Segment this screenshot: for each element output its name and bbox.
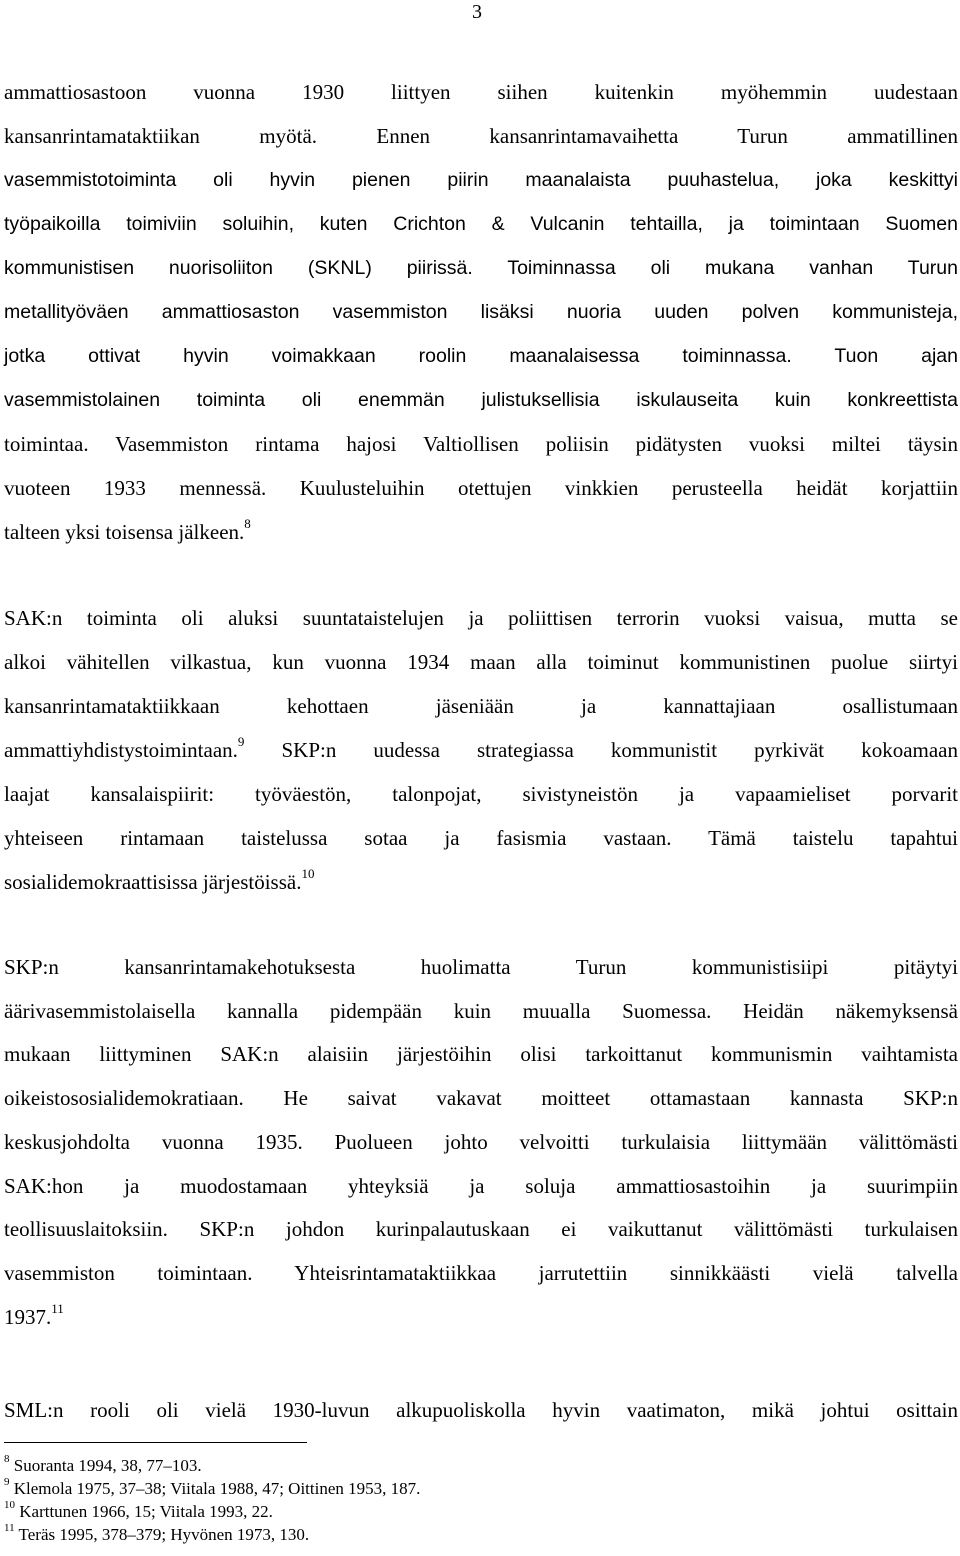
text-line bbox=[4, 728, 958, 772]
text-fragment: talteen yksi toisensa jälkeen. bbox=[4, 520, 245, 544]
page-number: 3 bbox=[472, 1, 482, 23]
text-line: jotka ottivat hyvin voimakkaan roolin maanalaisessa toiminnassa. Tuon ajan bbox=[4, 345, 958, 367]
text-line: SKP:n kansanrintamakehotuksesta huolimatta Turun kommunistisiipi pitäytyi bbox=[4, 955, 958, 979]
text-line: alkoi vähitellen vilkastua, kun vuonna 1934 maan alla toiminut kommunistinen puolue siirtyi bbox=[4, 650, 958, 674]
text-line bbox=[4, 510, 958, 554]
text-line: SAK:hon ja muodostamaan yhteyksiä ja soluja ammattiosastoihin ja suurimpiin bbox=[4, 1173, 958, 1198]
paragraph-4 bbox=[4, 1388, 958, 1432]
footnote bbox=[4, 1523, 904, 1546]
footnote-number: 11 bbox=[4, 1522, 15, 1535]
text-fragment: 1937. bbox=[4, 1304, 52, 1329]
text-line: mukaan liittyminen SAK:n alaisiin järjestöihin olisi tarkoittanut kommunismin vaihtamista bbox=[4, 1042, 958, 1067]
text-line: toimintaa. Vasemmiston rintama hajosi Valtiollisen poliisin pidätysten vuoksi miltei täysin bbox=[4, 432, 958, 456]
footnote-ref: 11 bbox=[51, 1300, 64, 1316]
text-line: metallityöväen ammattiosaston vasemmiston lisäksi nuoria uuden polven kommunisteja, bbox=[4, 301, 958, 323]
text-line: työpaikoilla toimiviin soluihin, kuten Crichton & Vulcanin tehtailla, ja toimintaan Suomen bbox=[4, 213, 958, 235]
text-fragment: ammattiyhdistystoimintaan. bbox=[4, 738, 238, 762]
text-line: kansanrintamataktiikan myötä. Ennen kansanrintamavaihetta Turun ammatillinen bbox=[4, 124, 958, 148]
paragraph-2 bbox=[4, 596, 958, 904]
text-line: kommunistisen nuorisoliiton (SKNL) piirissä. Toiminnassa oli mukana vanhan Turun bbox=[4, 257, 958, 279]
footnote bbox=[4, 1454, 904, 1477]
text-fragment: sosialidemokraattisissa järjestöissä. bbox=[4, 870, 302, 894]
text-line: yhteiseen rintamaan taistelussa sotaa ja fasismia vastaan. Tämä taistelu tapahtui bbox=[4, 826, 958, 850]
text-line: SAK:n toiminta oli aluksi suuntataistelujen ja poliittisen terrorin vuoksi vaisua, mutta se bbox=[4, 606, 958, 630]
text-line: oikeistososialidemokratiaan. He saivat vakavat moitteet ottamastaan kannasta SKP:n bbox=[4, 1086, 958, 1111]
text-fragment: SKP:n uudessa strategiassa kommunistit pyrkivät kokoamaan bbox=[244, 738, 958, 762]
paragraph-1 bbox=[4, 70, 958, 554]
footnote-ref: 9 bbox=[237, 734, 245, 749]
text-line: äärivasemmistolaisella kannalla pidempään kuin muualla Suomessa. Heidän näkemyksensä bbox=[4, 998, 958, 1023]
footnote-text: Klemola 1975, 37–38; Viitala 1988, 47; Oittinen 1953, 187. bbox=[9, 1479, 421, 1498]
text-line: vasemmistotoiminta oli hyvin pienen piirin maanalaista puuhastelua, joka keskittyi bbox=[4, 169, 958, 191]
text-line: SML:n rooli oli vielä 1930-luvun alkupuoliskolla hyvin vaatimaton, mikä johtui osittain bbox=[4, 1398, 958, 1422]
footnote-ref: 10 bbox=[301, 866, 315, 881]
text-line: teollisuuslaitoksiin. SKP:n johdon kurinpalautuskaan ei vaikuttanut välittömästi turkulaisen bbox=[4, 1217, 958, 1242]
footnotes bbox=[4, 1454, 904, 1546]
text-line: vuoteen 1933 mennessä. Kuulusteluihin otettujen vinkkien perusteella heidät korjattiin bbox=[4, 476, 958, 500]
text-line: keskusjohdolta vuonna 1935. Puolueen johto velvoitti turkulaisia liittymään välittömästi bbox=[4, 1129, 958, 1154]
footnote-text: Karttunen 1966, 15; Viitala 1993, 22. bbox=[15, 1502, 273, 1521]
footnote-ref: 8 bbox=[244, 516, 251, 531]
footnote bbox=[4, 1500, 904, 1523]
text-line: kansanrintamataktiikkaan kehottaen jäseniään ja kannattajiaan osallistumaan bbox=[4, 694, 958, 718]
text-line: vasemmiston toimintaan. Yhteisrintamataktiikkaa jarrutettiin sinnikkäästi vielä talvella bbox=[4, 1260, 958, 1285]
text-line: laajat kansalaispiirit: työväestön, talonpojat, sivistyneistön ja vapaamieliset porvarit bbox=[4, 782, 958, 806]
footnote-number: 10 bbox=[4, 1499, 15, 1512]
footnote-number: 8 bbox=[4, 1453, 10, 1466]
text-line bbox=[4, 860, 958, 904]
text-line: ammattiosastoon vuonna 1930 liittyen siihen kuitenkin myöhemmin uudestaan bbox=[4, 80, 958, 104]
text-line: vasemmistolainen toiminta oli enemmän julistuksellisia iskulauseita kuin konkreettista bbox=[4, 389, 958, 411]
footnote-text: Teräs 1995, 378–379; Hyvönen 1973, 130. bbox=[14, 1525, 310, 1544]
footnote bbox=[4, 1477, 904, 1500]
paragraph-3 bbox=[4, 946, 958, 1339]
footnote-divider bbox=[4, 1442, 307, 1443]
text-line bbox=[4, 1296, 958, 1340]
footnote-number: 9 bbox=[4, 1476, 10, 1489]
footnote-text: Suoranta 1994, 38, 77–103. bbox=[9, 1456, 202, 1475]
